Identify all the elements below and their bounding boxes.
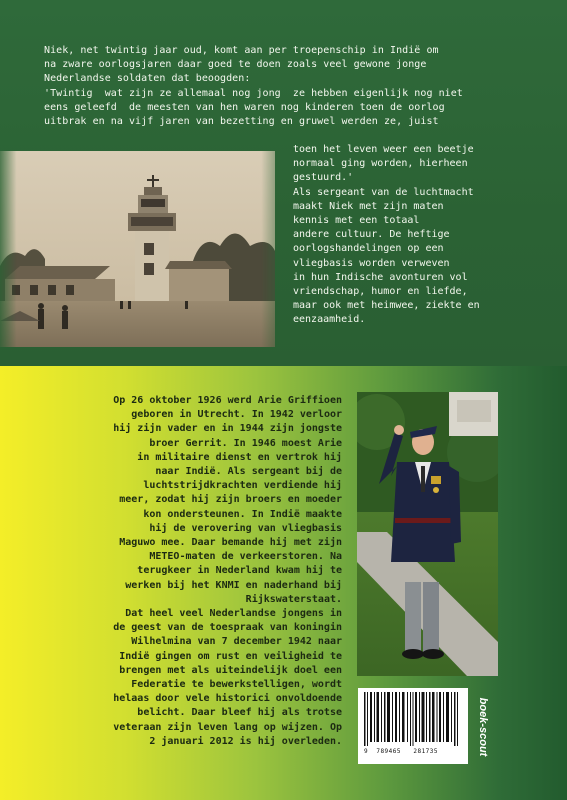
author-bio-text: Op 26 oktober 1926 werd Arie Griffioen geboren in Utrecht. In 1942 verloor hij zijn vader en in 1944 zijn jongste broer Gerrit. In 1946 moest Arie in militaire dienst en vertrok hij naar Indië. Als sergeant bij de luchtstrijdkrachten verdiende hij meer, zodat hij zijn broers en moeder kon ondersteunen. In Indië maakte hij de verovering van vliegbasis Maguwo mee. Daar bemande hij met zijn METEO-maten de verkeerstoren. Na terugkeer in Nederland kwam hij te werken bij het KNMI en naderhand bij Rijkswaterstaat. Dat heel veel Nederlandse jongens in de geest van de toespraak van koningin Wilhelmina van 7 december 1942 naar Indië gingen om rust en veiligheid te brengen met als uiteindelijk doel een Federatie te bewerkstelligen, wordt helaas door vele historici onvoldoende belicht. Daar bleef hij als trotse veteraan zijn leven lang op wijzen. Op 2 januari 2012 is hij overleden. — [113, 395, 342, 747]
control-tower-photo — [0, 151, 275, 347]
saluting-veteran-image — [357, 392, 498, 676]
intro-text: Niek, net twintig jaar oud, komt aan per troepenschip in Indië om na zware oorlogsjaren daar goed te doen zoals veel gewone jonge Nederlandse soldaten dat beoogden: 'Twintig wat zijn ze allemaal nog jong ze hebben eigenlijk nog niet eens geleefd de meesten van hen waren nog kinderen toen de oorlog uitbrak en na vijf jaren van bezetting en gruwel werden ze, juist — [44, 45, 463, 128]
barcode-bars — [358, 688, 468, 748]
barcode-digits: 9 789465 281735 — [364, 748, 439, 755]
publisher-logo — [471, 690, 495, 764]
control-tower-image — [0, 151, 275, 347]
publisher-logo-text: boek-scout — [477, 697, 489, 757]
intro-side-text: toen het leven weer een beetje normaal ging worden, hierheen gestuurd.' Als sergeant van de luchtmacht maakt Niek met zijn maten kennis met een totaal andere cultuur. De heftige oorlogshandelingen op een vliegbasis worden verweven in hun Indische avonturen vol vriendschap, humor en liefde, maar ook met heimwee, ziekte en eenzaamheid. — [293, 144, 480, 326]
author-portrait-photo — [357, 392, 498, 676]
